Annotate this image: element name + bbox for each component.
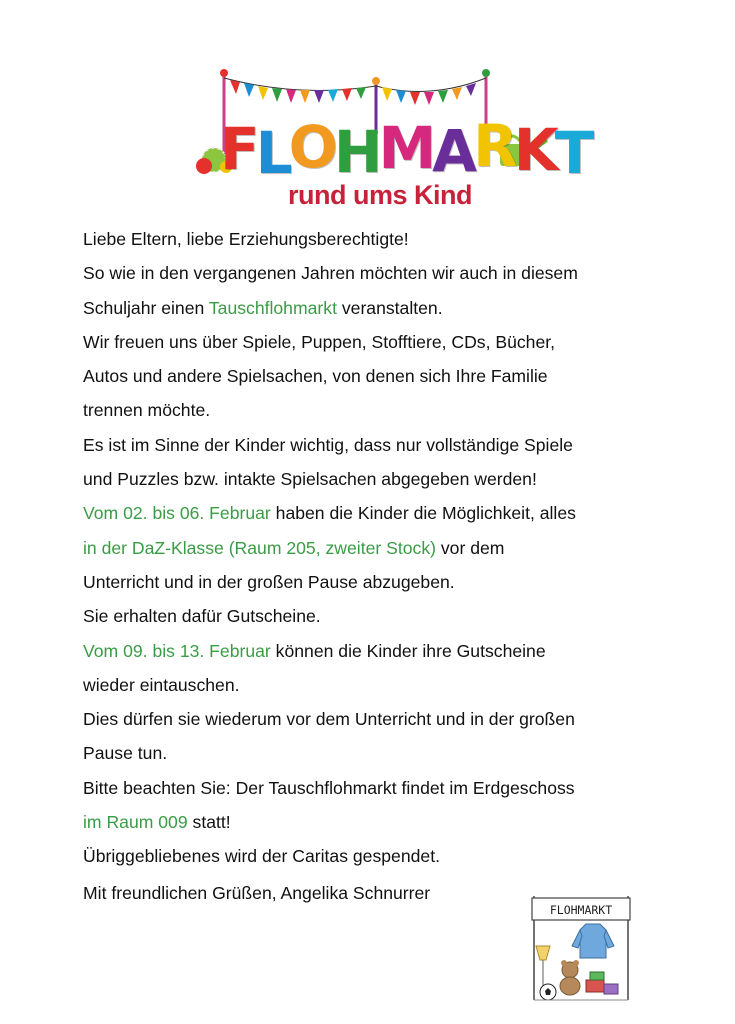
logo-letter: M (378, 114, 433, 182)
text-span: Es ist im Sinne der Kinder wichtig, dass nur vollständige Spiele (83, 434, 573, 455)
paragraph-line (83, 634, 683, 668)
paragraph-line (83, 291, 683, 325)
highlight-market-room: im Raum 009 (83, 812, 188, 833)
paragraph-line (83, 359, 683, 393)
text-span: trennen möchte. (83, 400, 211, 421)
highlight-exchange-dates: Vom 09. bis 13. Februar (83, 640, 271, 661)
paragraph-line (83, 565, 683, 599)
paragraph-line (83, 496, 683, 530)
highlight-event-name: Tauschflohmarkt (208, 297, 337, 318)
paragraph-line (83, 771, 683, 805)
logo-letter: H (333, 118, 379, 186)
logo-letter: A (432, 117, 474, 185)
paragraph-line (83, 599, 683, 633)
text-span: Liebe Eltern, liebe Erziehungsberechtigte! (83, 229, 409, 249)
flohmarkt-logo (190, 64, 591, 214)
flea-market-stall-icon (520, 888, 640, 1008)
logo-letter: T (554, 119, 591, 187)
logo-subtitle: rund ums Kind (288, 180, 472, 210)
logo-letter: F (220, 115, 256, 183)
text-span: vor dem (435, 537, 505, 558)
greeting (83, 222, 683, 256)
logo-wordmark (220, 108, 591, 187)
paragraph-line (83, 668, 683, 702)
text-span: So wie in den vergangenen Jahren möchten wir auch in diesem (83, 263, 578, 284)
flea-market-sketch (520, 888, 640, 1008)
text-span: Mit freundlichen Grüßen, Angelika Schnurrer (83, 882, 431, 903)
text-span: Autos und andere Spielsachen, von denen sich Ihre Familie (83, 366, 548, 387)
text-span: Wir freuen uns über Spiele, Puppen, Stofftiere, CDs, Bücher, (83, 331, 556, 352)
paragraph-line (83, 462, 683, 496)
highlight-drop-off-room: in der DaZ-Klasse (Raum 205, zweiter Stock) (83, 537, 436, 558)
text-span: Bitte beachten Sie: Der Tauschflohmarkt findet im Erdgeschoss (83, 777, 575, 798)
sketch-sign-text: FLOHMARKT (549, 903, 613, 917)
paragraph-line (83, 531, 683, 565)
paragraph-line (83, 256, 683, 290)
text-span: Übriggebliebenes wird der Caritas gespendet. (83, 846, 440, 867)
text-span: Sie erhalten dafür Gutscheine. (83, 606, 321, 627)
highlight-drop-off-dates: Vom 02. bis 06. Februar (83, 503, 271, 524)
text-span: Dies dürfen sie wiederum vor dem Unterricht und in der großen (83, 709, 575, 730)
text-span: statt! (187, 812, 231, 833)
text-span: können die Kinder ihre Gutscheine (270, 640, 546, 661)
paragraph-line (83, 839, 683, 873)
text-span: Schuljahr einen (83, 297, 209, 318)
paragraph-line (83, 736, 683, 770)
logo-letter: L (255, 119, 289, 187)
text-span: Pause tun. (83, 743, 168, 764)
text-span: und Puzzles bzw. intakte Spielsachen abgegeben werden! (83, 469, 537, 490)
letter-body (83, 222, 683, 910)
logo-letter: O (288, 113, 334, 181)
text-span: haben die Kinder die Möglichkeit, alles (270, 503, 576, 524)
logo-letter: K (513, 116, 555, 184)
text-span: wieder eintauschen. (83, 674, 240, 695)
paragraph-line (83, 393, 683, 427)
text-span: Unterricht und in der großen Pause abzugeben. (83, 571, 455, 592)
paragraph-line (83, 325, 683, 359)
paragraph-line (83, 702, 683, 736)
paragraph-line (83, 428, 683, 462)
text-span: veranstalten. (336, 297, 443, 318)
paragraph-line (83, 805, 683, 839)
logo-letter: R (473, 112, 514, 180)
